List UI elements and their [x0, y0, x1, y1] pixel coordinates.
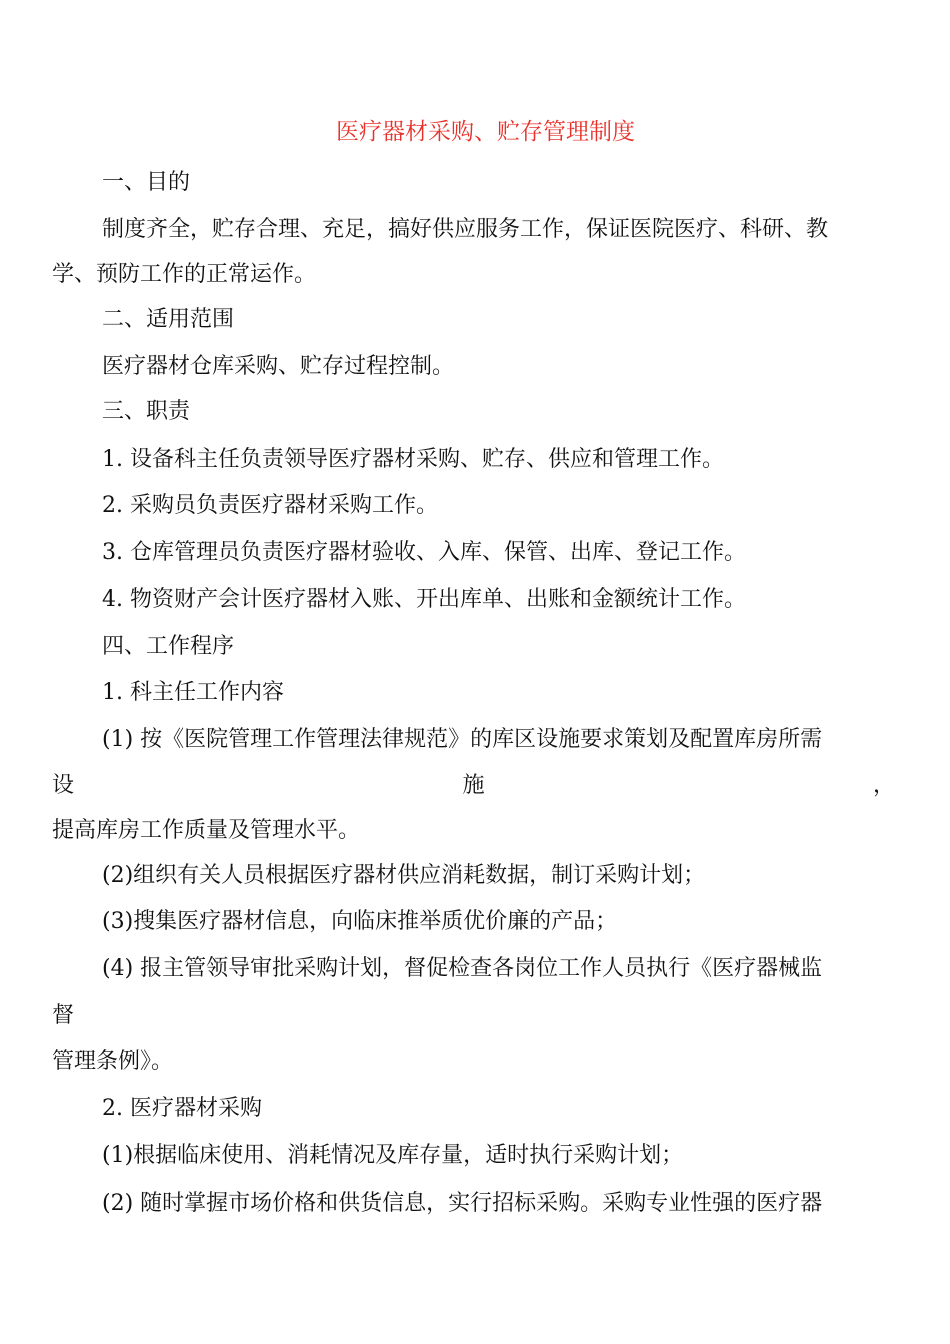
list-item: (3)搜集医疗器材信息，向临床推举质优价廉的产品；	[102, 909, 618, 934]
section-heading-duties: 三、职责	[102, 399, 191, 424]
paragraph-line: 制度齐全，贮存合理、充足，搞好供应服务工作，保证医院医疗、科研、教	[102, 217, 829, 242]
list-item: (1)根据临床使用、消耗情况及库存量，适时执行采购计划；	[102, 1143, 684, 1168]
paragraph-line: 督	[52, 1003, 75, 1028]
spread-text-line	[52, 771, 895, 801]
spread-char: 设	[52, 773, 75, 798]
section-heading-scope: 二、适用范围	[102, 307, 235, 332]
subsection-heading: 1. 科主任工作内容	[102, 680, 284, 705]
list-item: 4. 物资财产会计医疗器材入账、开出库单、出账和金额统计工作。	[102, 587, 746, 612]
paragraph-line: 学、预防工作的正常运作。	[52, 262, 317, 287]
spread-char: ，	[872, 773, 895, 798]
list-item: (2) 随时掌握市场价格和供货信息，实行招标采购。采购专业性强的医疗器	[102, 1191, 823, 1216]
list-item: 1. 设备科主任负责领导医疗器材采购、贮存、供应和管理工作。	[102, 447, 724, 472]
list-item: 3. 仓库管理员负责医疗器材验收、入库、保管、出库、登记工作。	[102, 540, 746, 565]
paragraph-line: 管理条例》。	[52, 1049, 174, 1074]
spread-char: 施	[462, 773, 485, 798]
section-heading-purpose: 一、目的	[102, 170, 191, 195]
list-item: (2)组织有关人员根据医疗器材供应消耗数据，制订采购计划；	[102, 863, 706, 888]
subsection-heading: 2. 医疗器材采购	[102, 1096, 262, 1121]
list-item: (4) 报主管领导审批采购计划，督促检查各岗位工作人员执行《医疗器械监	[102, 956, 823, 981]
paragraph-line: (1) 按《医院管理工作管理法律规范》的库区设施要求策划及配置库房所需	[102, 727, 823, 752]
list-item: 2. 采购员负责医疗器材采购工作。	[102, 493, 438, 518]
document-title: 医疗器材采购、贮存管理制度	[336, 119, 635, 145]
paragraph-line: 医疗器材仓库采购、贮存过程控制。	[102, 354, 455, 379]
section-heading-procedure: 四、工作程序	[102, 634, 235, 659]
paragraph-line: 提高库房工作质量及管理水平。	[52, 818, 361, 843]
